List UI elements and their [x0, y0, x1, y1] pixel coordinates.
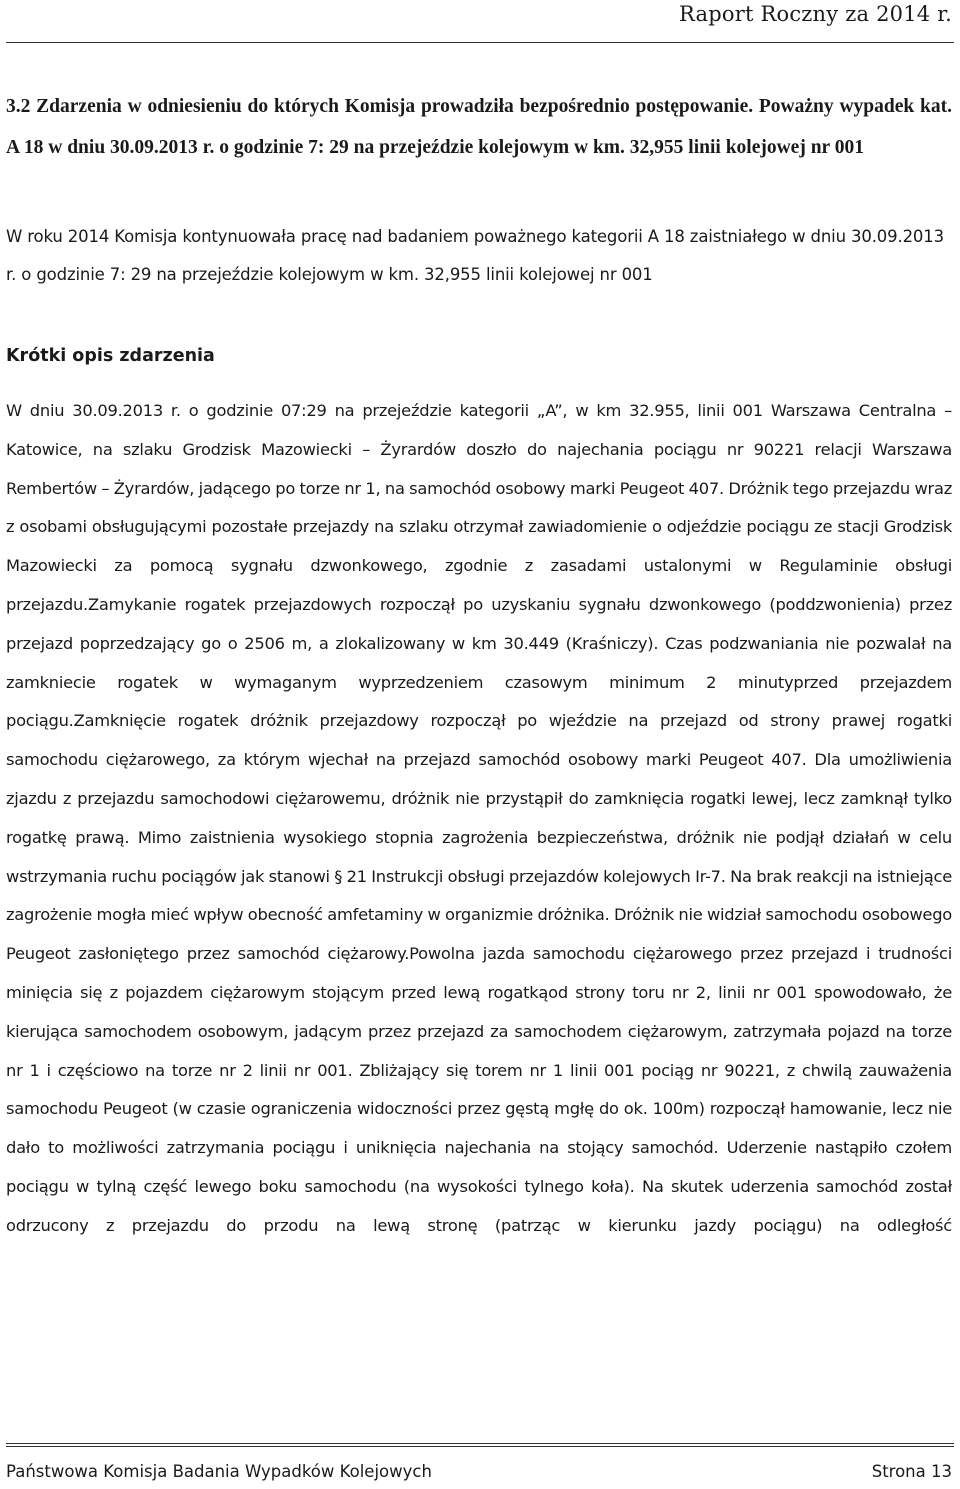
event-description-heading: Krótki opis zdarzenia: [6, 346, 215, 366]
header-divider: [6, 42, 954, 43]
footer-divider: [6, 1443, 954, 1447]
footer-organization: Państwowa Komisja Badania Wypadków Kolejowych: [6, 1462, 432, 1481]
page-number: Strona 13: [871, 1462, 952, 1481]
intro-paragraph: W roku 2014 Komisja kontynuowała pracę nad badaniem poważnego kategorii A 18 zaistniałego w dniu 30.09.2013 r. o godzinie 7: 29 na przejeździe kolejowym w km. 32,955 linii kolejowej nr 001: [6, 227, 944, 284]
running-header-title: Raport Roczny za 2014 r.: [679, 2, 952, 26]
section-heading: 3.2 Zdarzenia w odniesieniu do których Komisja prowadziła bezpośrednio postępowanie. Poważny wypadek kat. A 18 w dniu 30.09.2013 r. o godzinie 7: 29 na przejeździe kolejowym w km. 32,955 linii kolejowej nr 001: [6, 96, 952, 158]
event-description-body: W dniu 30.09.2013 r. o godzinie 07:29 na przejeździe kategorii „A”, w km 32.955, linii 001 Warszawa Centralna – Katowice, na szlaku Grodzisk Mazowiecki – Żyrardów doszło do najechania pociągu nr 90221 relacji Warszawa Rembertów – Żyrardów, jadącego po torze nr 1, na samochód osobowy marki Peugeot 407. Dróżnik tego przejazdu wraz z osobami obsługującymi pozostałe przejazdy na szlaku otrzymał zawiadomienie o odjeździe pociągu ze stacji Grodzisk Mazowiecki za pomocą sygnału dzwonkowego, zgodnie z zasadami ustalonymi w Regulaminie obsługi przejazdu.Zamykanie rogatek przejazdowych rozpoczął po uzyskaniu sygnału dzwonkowego (poddzwonienia) przez przejazd poprzedzający go o 2506 m, a zlokalizowany w km 30.449 (Kraśniczy). Czas podzwaniania nie pozwalał na zamkniecie rogatek w wymaganym wyprzedzeniem czasowym minimum 2 minutyprzed przejazdem pociągu.Zamknięcie rogatek dróżnik przejazdowy rozpoczął po wjeździe na przejazd od strony prawej rogatki samochodu ciężarowego, za którym wjechał na przejazd samochód osobowy marki Peugeot 407. Dla umożliwienia zjazdu z przejazdu samochodowi ciężarowemu, dróżnik nie przystąpił do zamknięcia rogatki lewej, lecz zamknął tylko rogatkę prawą. Mimo zaistnienia wysokiego stopnia zagrożenia bezpieczeństwa, dróżnik nie podjął działań w celu wstrzymania ruchu pociągów jak stanowi § 21 Instrukcji obsługi przejazdów kolejowych Ir-7. Na brak reakcji na istniejące zagrożenie mogła mieć wpływ obecność amfetaminy w organizmie dróżnika. Dróżnik nie widział samochodu osobowego Peugeot zasłoniętego przez samochód ciężarowy.Powolna jazda samochodu ciężarowego przez przejazd i trudności minięcia się z pojazdem ciężarowym stojącym przed lewą rogatkąod strony toru nr 2, linii nr 001 spowodowało, że kierująca samochodem osobowym, jadącym przez przejazd za samochodem ciężarowym, zatrzymała pojazd na torze nr 1 i częściowo na torze nr 2 linii nr 001. Zbliżający się torem nr 1 linii 001 pociąg nr 90221, z chwilą zauważenia samochodu Peugeot (w czasie ograniczenia widoczności przez gęstą mgłę do ok. 100m) rozpoczął hamowanie, lecz nie dało to możliwości zatrzymania pociągu i uniknięcia najechania na stojący samochód. Uderzenie nastąpiło czołem pociągu w tylną część lewego boku samochodu (na wysokości tylnego koła). Na skutek uderzenia samochód został odrzucony z przejazdu do przodu na lewą stronę (patrząc w kierunku jazdy pociągu) na odległość: [6, 401, 952, 1235]
